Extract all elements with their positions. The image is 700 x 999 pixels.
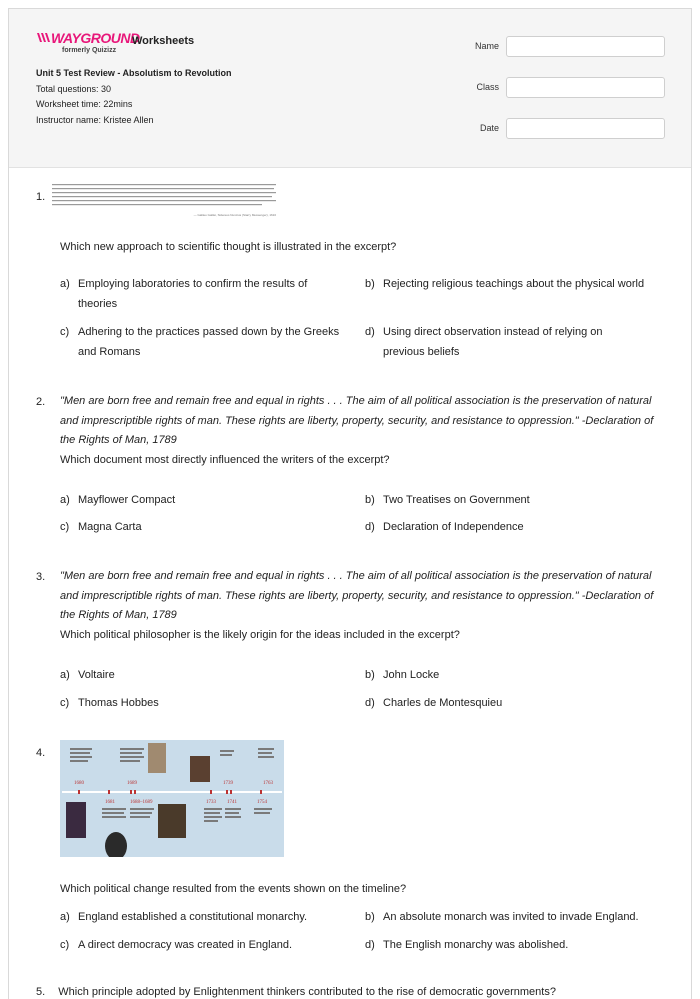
option-letter: c) [60,521,70,533]
option-letter: d) [365,939,375,951]
question-stem: Which political philosopher is the likely origin for the ideas included in the excerpt? [60,628,460,641]
option-text: Declaration of Independence [383,521,524,533]
question-stem: Which political change resulted from the events shown on the timeline? [60,883,407,895]
option-c[interactable] [60,517,340,537]
option-c[interactable] [60,322,340,358]
question-stem: Which document most directly influenced the writers of the excerpt? [60,453,390,466]
option-a[interactable] [60,907,340,927]
timeline-year: 1680 [74,781,84,786]
timeline-image [60,740,284,857]
excerpt-source: — Galileo Galilei, Sidereus Nuncius (Starry Messenger), 1610 [193,213,276,217]
option-text: Rejecting religious teachings about the physical world [383,278,645,290]
excerpt-text-image [52,178,278,226]
name-label: Name [474,41,499,51]
question-content [60,392,670,470]
option-d[interactable] [365,693,645,713]
option-b[interactable] [365,274,645,294]
option-letter: a) [60,278,70,290]
timeline-year: 1741 [227,800,237,805]
option-text: The English monarchy was abolished. [383,939,569,951]
date-label: Date [479,123,499,133]
class-label: Class [476,82,499,92]
option-a[interactable] [60,490,340,510]
portrait-picture [66,802,86,838]
option-a[interactable] [60,665,340,685]
instructor-name: Instructor name: Kristee Allen [36,114,154,125]
question-number: 2. [36,396,46,408]
name-field-row [439,36,671,58]
logo-wordmark: WAYGROUND [51,30,140,46]
option-letter: b) [365,494,375,506]
option-d[interactable] [365,935,645,955]
option-letter: c) [60,326,70,338]
question-number: 3. [36,571,46,583]
option-letter: c) [60,939,70,951]
option-text: Mayflower Compact [78,494,176,506]
option-a[interactable] [60,274,340,310]
option-letter: c) [60,697,70,709]
total-questions: Total questions: 30 [36,83,112,94]
option-letter: d) [365,697,375,709]
option-text: John Locke [383,669,440,681]
option-text: England established a constitutional monarchy. [78,911,308,923]
wayground-logo [36,29,140,59]
timeline-year: 1689 [127,781,137,786]
app-title: Worksheets [132,35,195,47]
logo-mark-icon [36,31,50,43]
logo-subtitle: formerly Quizizz [62,47,117,54]
option-c[interactable] [60,693,340,713]
brand [36,29,236,59]
option-text: Using direct observation instead of relying on previous beliefs [383,326,603,358]
timeline-year: 1754 [257,800,267,805]
option-text: Two Treatises on Government [383,494,530,506]
option-text: Employing laboratories to confirm the results of theories [78,278,308,310]
question-stem: Which principle adopted by Enlightenment thinkers contributed to the rise of democratic governments? [58,986,556,998]
option-text: Thomas Hobbes [78,697,159,709]
option-text: A direct democracy was created in England. [78,939,293,951]
question-content [60,567,670,645]
option-d[interactable] [365,517,645,537]
option-b[interactable] [365,490,645,510]
option-b[interactable] [365,907,665,927]
date-field[interactable] [506,118,665,139]
timeline-year: 1733 [206,800,216,805]
question-number: 5. [36,986,46,998]
option-c[interactable] [60,935,340,955]
timeline-year: 1681 [105,800,115,805]
option-letter: d) [365,326,375,338]
question-5 [36,986,556,998]
date-field-row [439,118,671,140]
document-picture [148,743,166,773]
worksheet-time: Worksheet time: 22mins [36,99,133,109]
option-text: Voltaire [78,669,115,681]
option-letter: b) [365,669,375,681]
option-text: Charles de Montesquieu [383,697,503,709]
option-letter: a) [60,911,70,923]
option-letter: a) [60,669,70,681]
question-stem: Which new approach to scientific thought is illustrated in the excerpt? [60,241,397,253]
option-letter: d) [365,521,375,533]
class-field[interactable] [506,77,665,98]
worksheet-meta [36,66,266,128]
option-d[interactable] [365,322,645,358]
worksheet-title: Unit 5 Test Review - Absolutism to Revolution [36,68,232,78]
option-letter: a) [60,494,70,506]
timeline-year: 1688–1689 [130,800,153,805]
question-number: 4. [36,747,46,759]
portrait-picture [190,756,210,782]
class-field-row [439,77,671,99]
question-number: 1. [36,191,46,203]
question-quote: "Men are born free and remain free and equal in rights . . . The aim of all political association is the preservation of natural and imprescriptible rights of man. These rights are liberty, property, security, and resistance to oppression." -Declaration of the Rights of Man, 1789 [60,570,654,621]
option-b[interactable] [365,665,645,685]
option-letter: b) [365,911,375,923]
name-field[interactable] [506,36,665,57]
option-letter: b) [365,278,375,290]
worksheet-header [9,9,691,168]
timeline-year: 1739 [223,781,233,786]
option-text: An absolute monarch was invited to invade England. [383,911,639,923]
option-text: Magna Carta [78,521,142,533]
timeline-year: 1763 [263,781,273,786]
question-quote: "Men are born free and remain free and equal in rights . . . The aim of all political association is the preservation of natural and imprescriptible rights of man. These rights are liberty, property, security, and resistance to oppression." -Declaration of the Rights of Man, 1789 [60,395,654,446]
worksheet [8,8,692,999]
portrait-picture [158,804,186,838]
option-text: Adhering to the practices passed down by the Greeks and Romans [78,326,340,358]
